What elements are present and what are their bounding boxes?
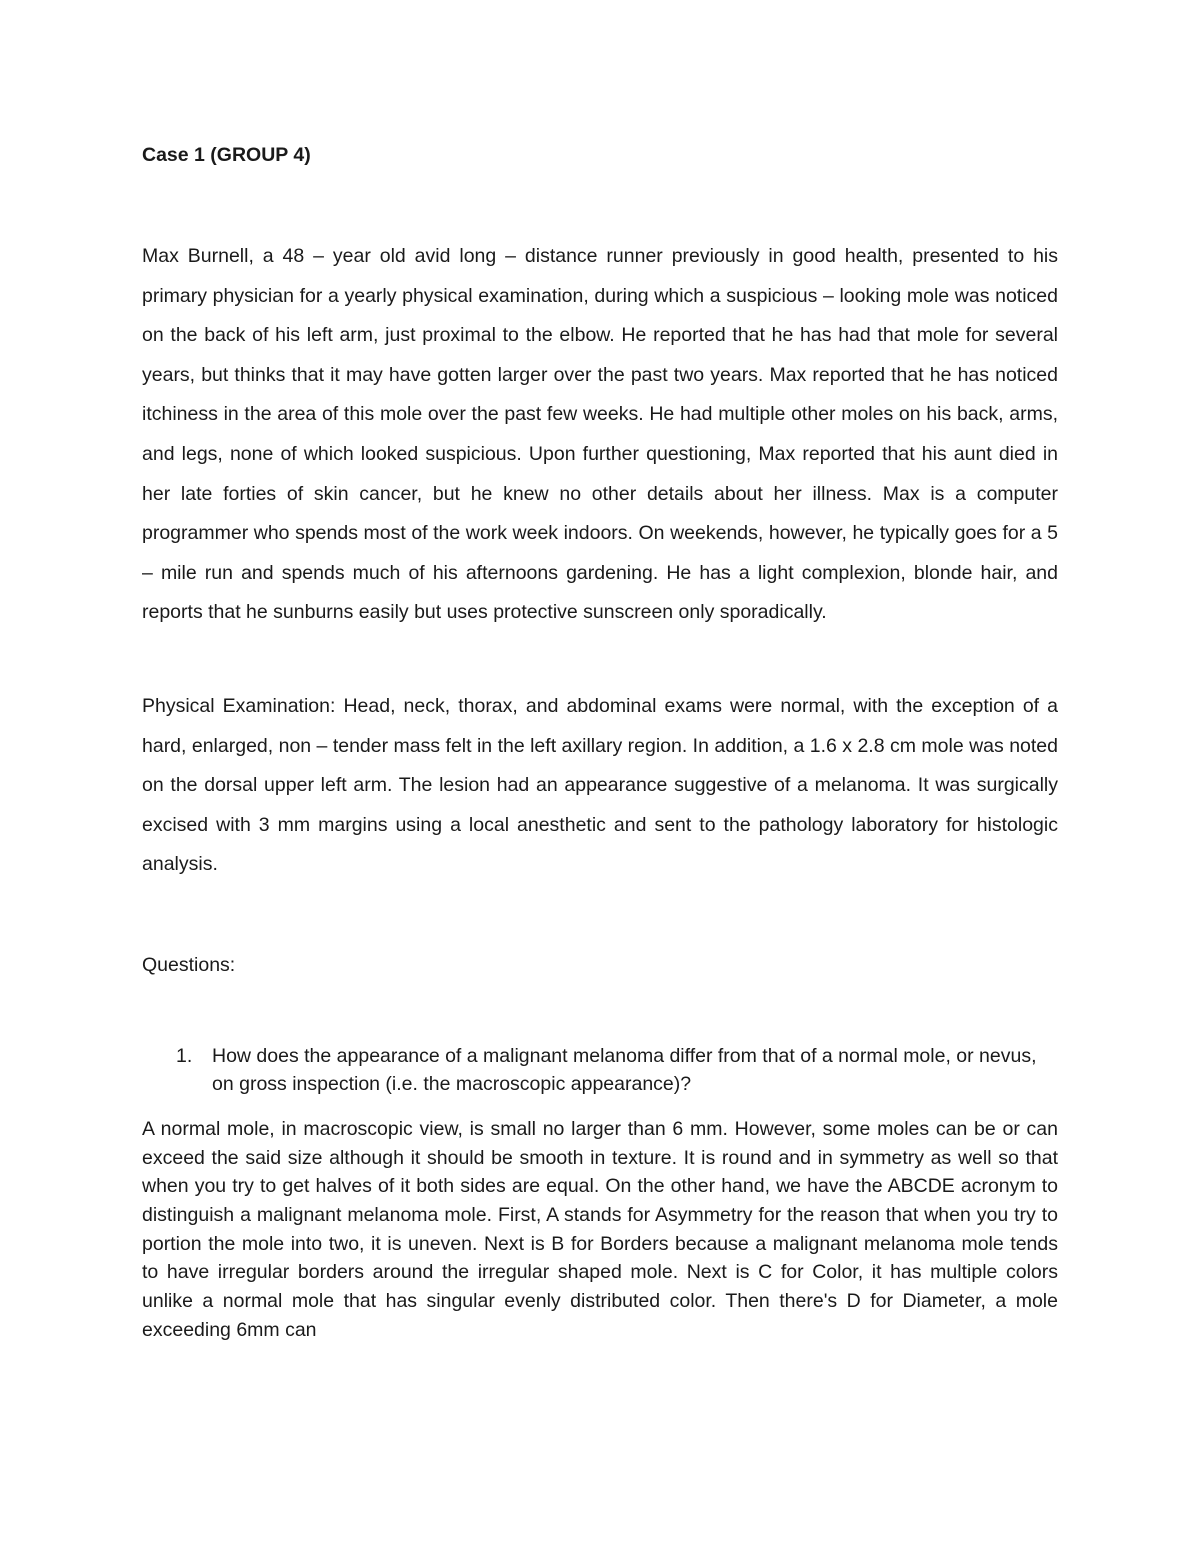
question-number: 1. [176, 1044, 193, 1067]
physical-examination-paragraph: Physical Examination: Head, neck, thorax, and abdominal exams were normal, with the exception of a hard, enlarged, non – tender mass felt in the left axillary region. In addition, a 1.6 x 2.8 cm mole was noted on the dorsal upper left arm. The lesion had an appearance suggestive of a melanoma. It was surgically excised with 3 mm margins using a local anesthetic and sent to the pathology laboratory for histologic analysis. [142, 694, 1058, 876]
case-description-paragraph: Max Burnell, a 48 – year old avid long – distance runner previously in good health, presented to his primary physician for a yearly physical examination, during which a suspicious – looking mole was noticed on the back of his left arm, just proximal to the elbow. He reported that he has had that mole for several years, but thinks that it may have gotten larger over the past two years. Max reported that he has noticed itchiness in the area of this mole over the past few weeks. He had multiple other moles on his back, arms, and legs, none of which looked suspicious. Upon further questioning, Max reported that his aunt died in her late forties of skin cancer, but he knew no other details about her illness. Max is a computer programmer who spends most of the work week indoors. On weekends, however, he typically goes for a 5 – mile run and spends much of his afternoons gardening. He has a light complexion, blonde hair, and reports that he sunburns easily but uses protective sunscreen only sporadically. [142, 245, 1058, 624]
document-body [142, 140, 1058, 1345]
questions-list [142, 1042, 1058, 1099]
question-item [142, 1042, 1058, 1099]
questions-heading: Questions: [142, 953, 236, 976]
answer-paragraph: A normal mole, in macroscopic view, is small no larger than 6 mm. However, some moles can be or can exceed the said size although it should be smooth in texture. It is round and in symmetry as well so that when you try to get halves of it both sides are equal. On the other hand, we have the ABCDE acronym to distinguish a malignant melanoma mole. First, A stands for Asymmetry for the reason that when you try to portion the mole into two, it is uneven. Next is B for Borders because a malignant melanoma mole tends to have irregular borders around the irregular shaped mole. Next is C for Color, it has multiple colors unlike a normal mole that has singular evenly distributed color. Then there's D for Diameter, a mole exceeding 6mm can [142, 1117, 1058, 1341]
case-title: Case 1 (GROUP 4) [142, 144, 311, 166]
question-text: How does the appearance of a malignant melanoma differ from that of a normal mole, or nevus, on gross inspection (i.e. the macroscopic appearance)? [212, 1044, 1037, 1096]
